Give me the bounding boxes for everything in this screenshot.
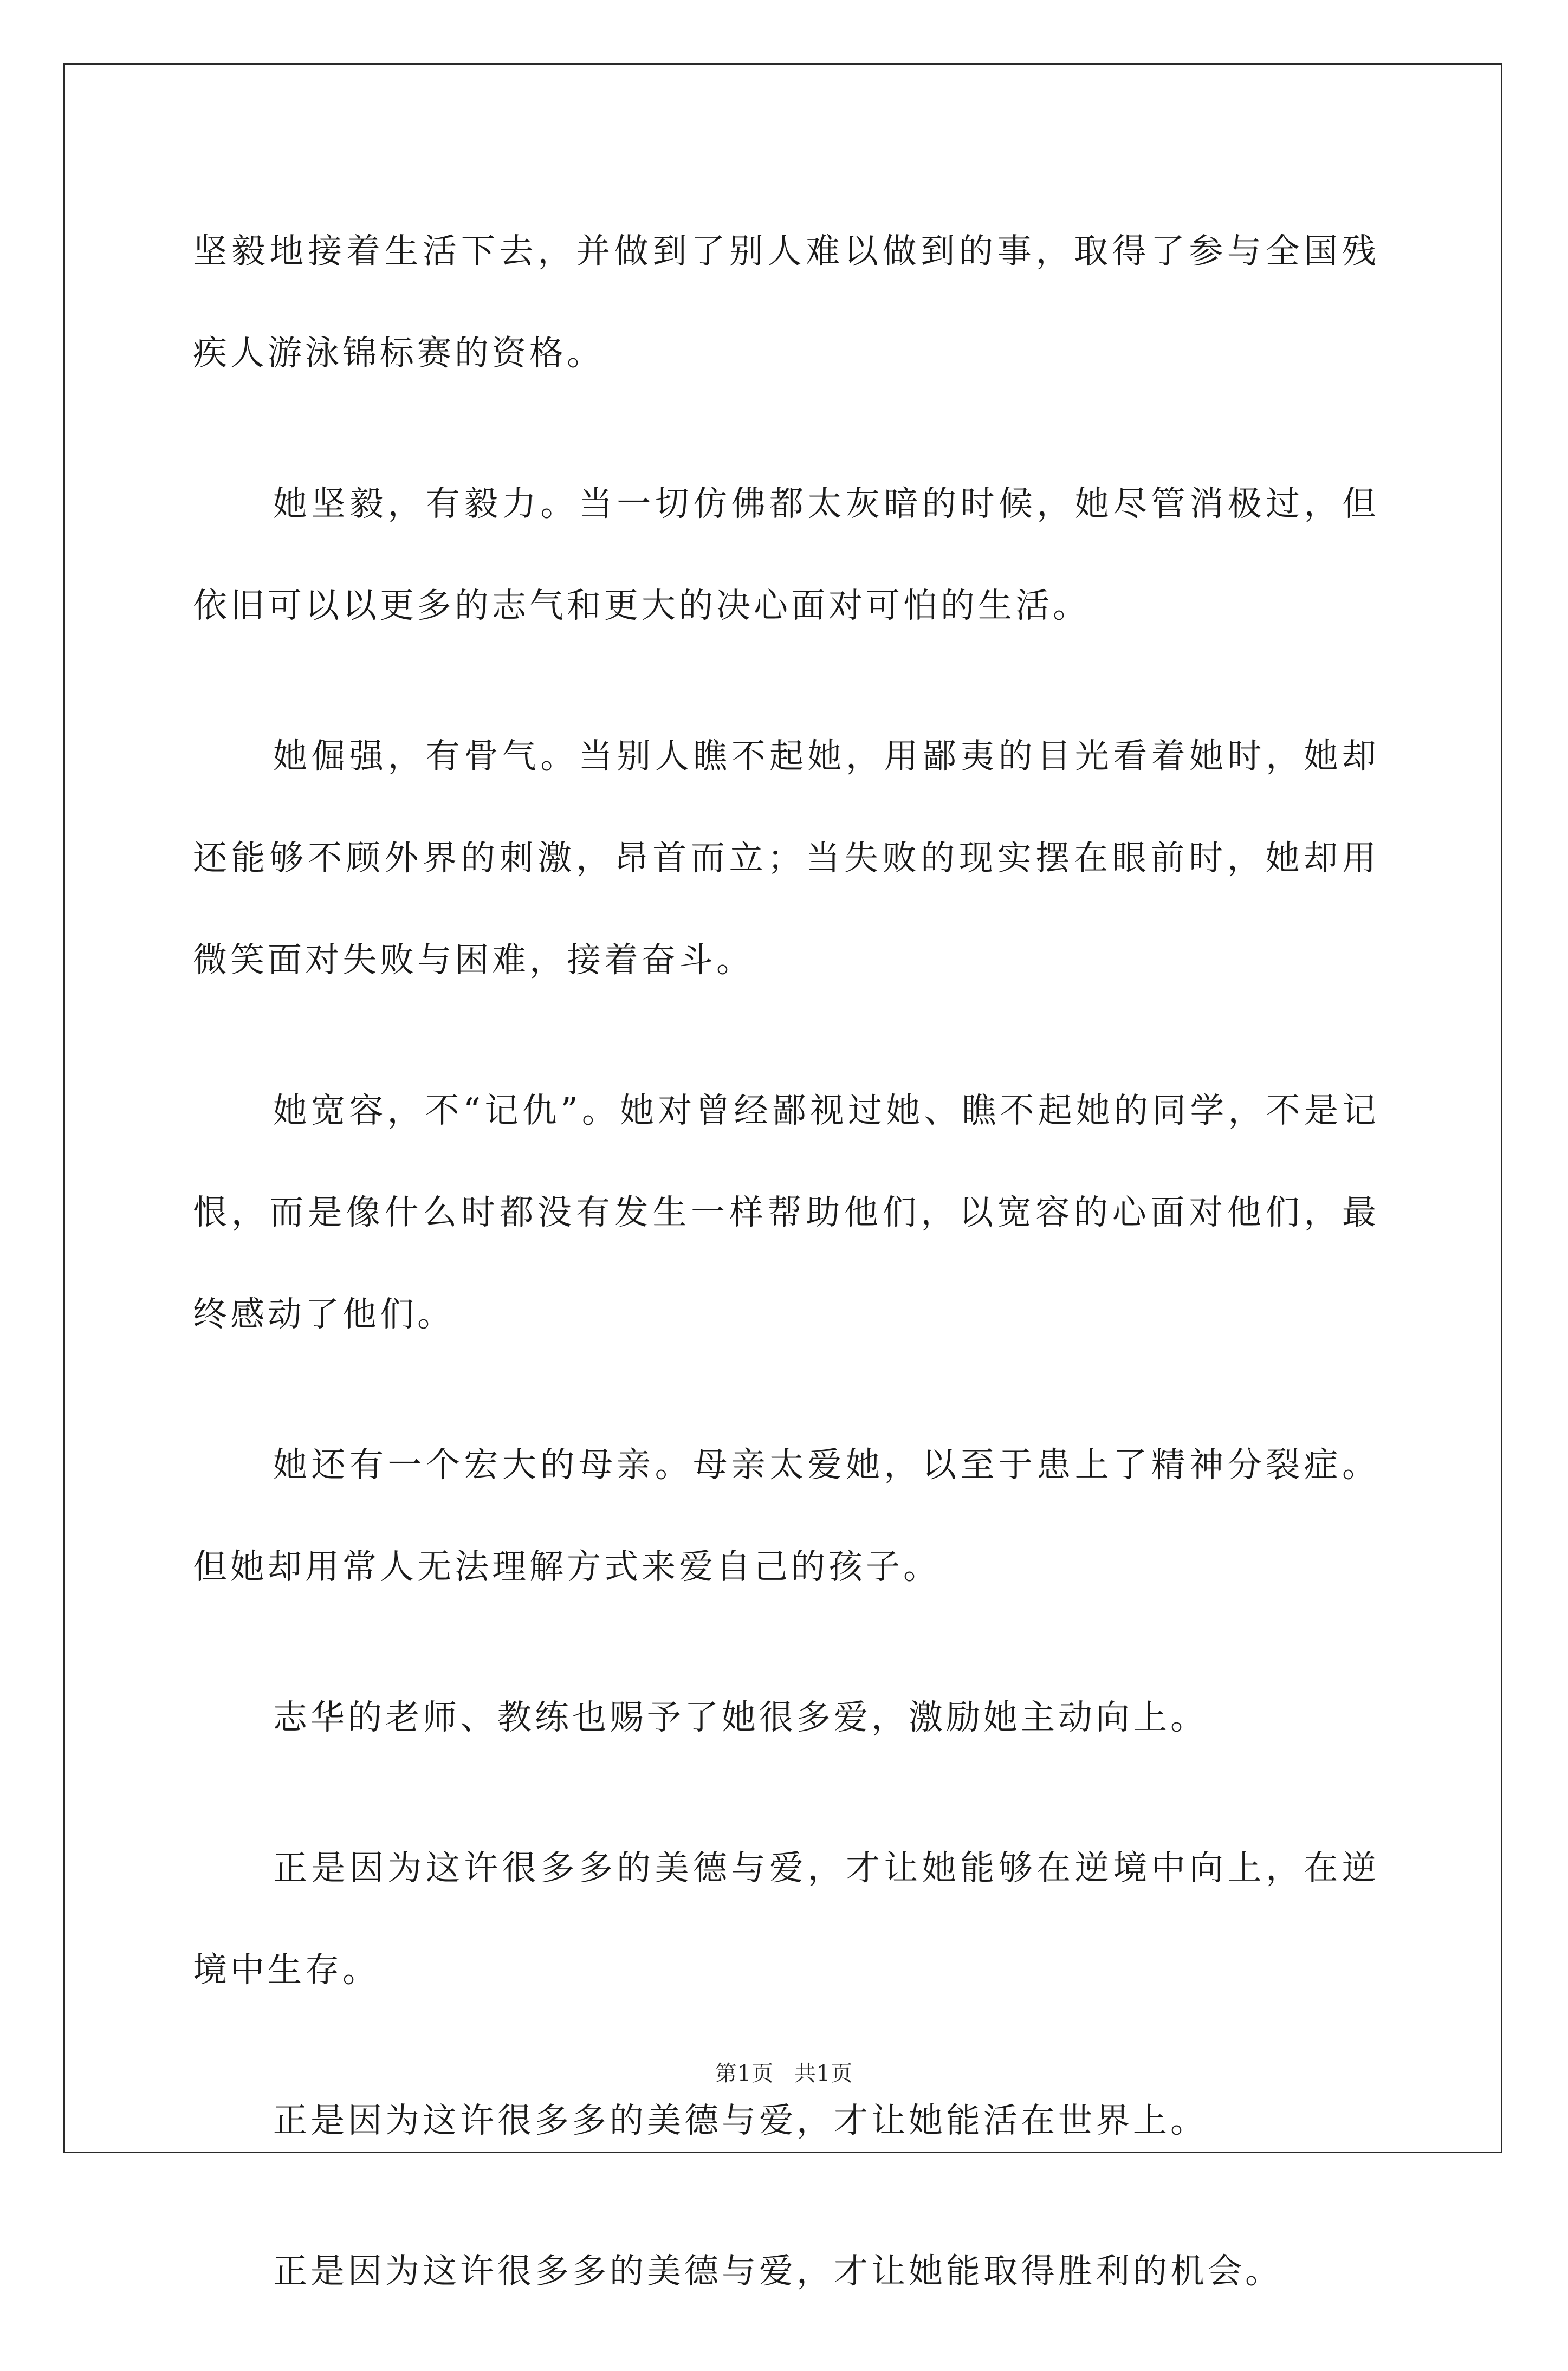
page-number: 第1页 bbox=[715, 2061, 774, 2086]
paragraph: 正是因为这许很多多的美德与爱，才让她能够在逆境中向上，在逆境中生存。 bbox=[193, 1848, 1379, 1990]
paragraph-continuation: 坚毅地接着生活下去，并做到了别人难以做到的事，取得了参与全国残疾人游泳锦标赛的资格。 bbox=[193, 231, 1379, 373]
paragraph: 正是因为这许很多多的美德与爱，才让她能活在世界上。 bbox=[273, 2101, 1208, 2140]
paragraph: 她还有一个宏大的母亲。母亲太爱她，以至于患上了精神分裂症。但她却用常人无法理解方式来爱自己的孩子。 bbox=[193, 1445, 1379, 1586]
paragraph: 她坚毅，有毅力。当一切仿佛都太灰暗的时候，她尽管消极过，但依旧可以以更多的志气和更大的决心面对可怕的生活。 bbox=[193, 484, 1379, 625]
page-footer bbox=[0, 2056, 1568, 2087]
paragraph: 她宽容，不“记仇”。她对曾经鄙视过她、瞧不起她的同学，不是记恨，而是像什么时都没有发生一样帮助他们，以宽容的心面对他们，最终感动了他们。 bbox=[193, 1091, 1379, 1334]
paragraph: 正是因为这许很多多的美德与爱，才让她能取得胜利的机会。 bbox=[273, 2251, 1282, 2291]
page-total: 共1页 bbox=[794, 2061, 853, 2086]
paragraph: 她倔强，有骨气。当别人瞧不起她，用鄙夷的目光看着她时，她却还能够不顾外界的刺激，昂首而立；当失败的现实摆在眼前时，她却用微笑面对失败与困难，接着奋斗。 bbox=[193, 736, 1379, 980]
paragraph: 志华的老师、教练也赐予了她很多爱，激励她主动向上。 bbox=[273, 1698, 1208, 1737]
document-body bbox=[193, 200, 1379, 2371]
